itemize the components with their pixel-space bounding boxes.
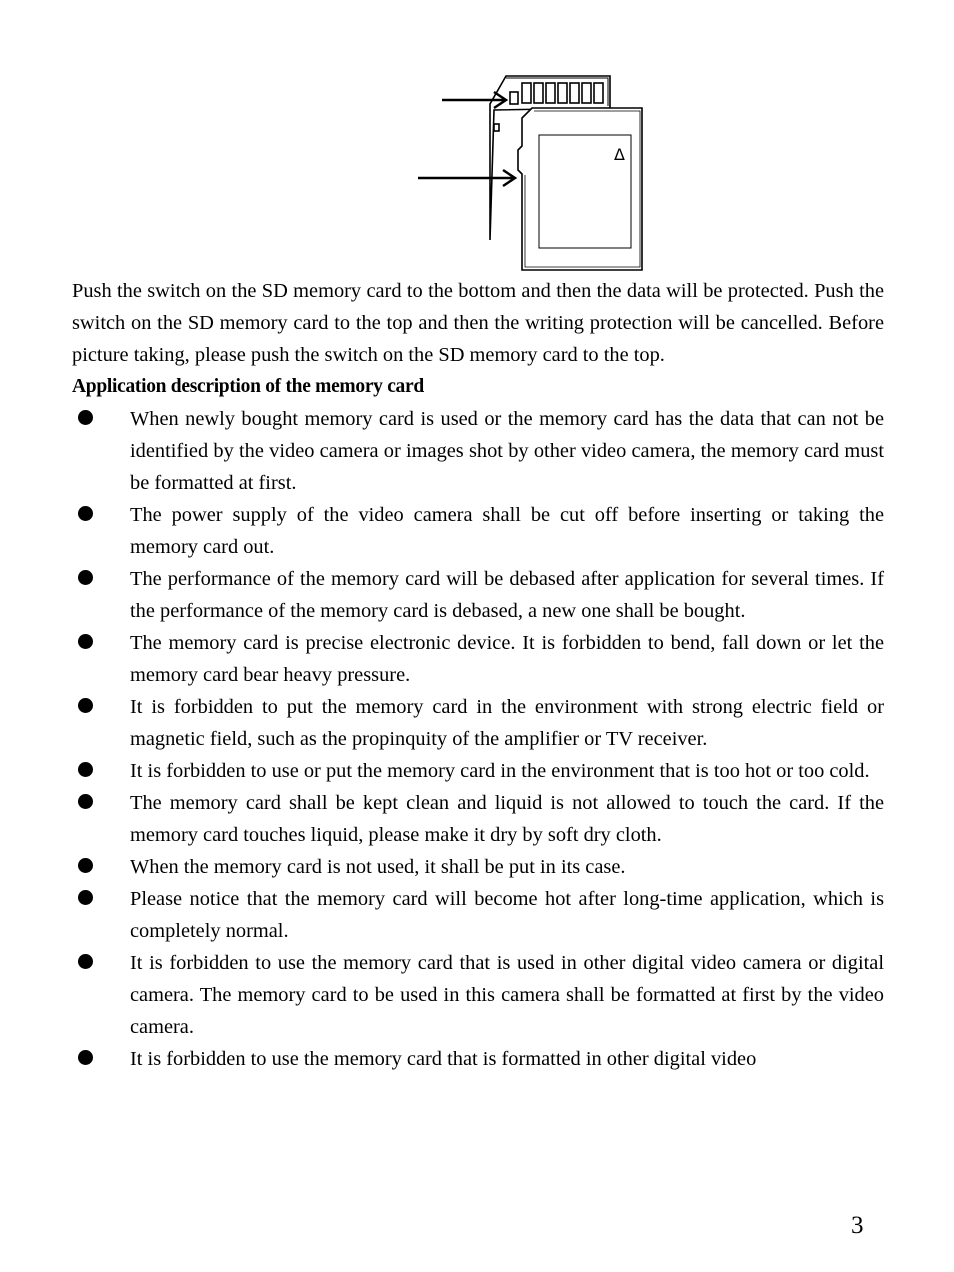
list-item: Please notice that the memory card will become hot after long-time application, which is completely normal. [72,883,884,947]
bullet-icon [78,762,93,777]
bullet-icon [78,634,93,649]
bullet-icon [78,954,93,969]
page-number: 3 [851,1212,864,1239]
bullet-icon [78,858,93,873]
bullet-icon [78,570,93,585]
list-item: It is forbidden to use the memory card that is used in other digital video camera or digital camera. The memory card to be used in this camera shall be formatted at first by the video camera. [72,947,884,1043]
bullet-icon [78,698,93,713]
label-mark: Δ [614,145,625,164]
bullet-icon [78,794,93,809]
list-item: When the memory card is not used, it shall be put in its case. [72,851,884,883]
bullet-icon [78,506,93,521]
list-item: It is forbidden to use the memory card that is formatted in other digital video [72,1043,884,1075]
list-item: The memory card is precise electronic device. It is forbidden to bend, fall down or let the memory card bear heavy pressure. [72,627,884,691]
list-item: When newly bought memory card is used or the memory card has the data that can not be identified by the video camera or images shot by other video camera, the memory card must be formatted at first. [72,403,884,499]
bullet-icon [78,410,93,425]
body-text [72,275,884,1075]
list-item: The memory card shall be kept clean and liquid is not allowed to touch the card. If the memory card touches liquid, please make it dry by soft dry cloth. [72,787,884,851]
sd-card-illustration [410,70,660,274]
intro-paragraph: Push the switch on the SD memory card to the bottom and then the data will be protected. Push the switch on the SD memory card to the top and then the writing protection will be cancelled. Before picture taking, please push the switch on the SD memory card to the top. [72,280,884,366]
bullet-icon [78,1050,93,1065]
list-item: The performance of the memory card will be debased after application for several times. If the performance of the memory card is debased, a new one shall be bought. [72,563,884,627]
bullet-icon [78,890,93,905]
list-item: The power supply of the video camera shall be cut off before inserting or taking the memory card out. [72,499,884,563]
list-item: It is forbidden to use or put the memory card in the environment that is too hot or too cold. [72,755,884,787]
list-item: It is forbidden to put the memory card in the environment with strong electric field or magnetic field, such as the propinquity of the amplifier or TV receiver. [72,691,884,755]
section-heading: Application description of the memory card [72,376,424,397]
